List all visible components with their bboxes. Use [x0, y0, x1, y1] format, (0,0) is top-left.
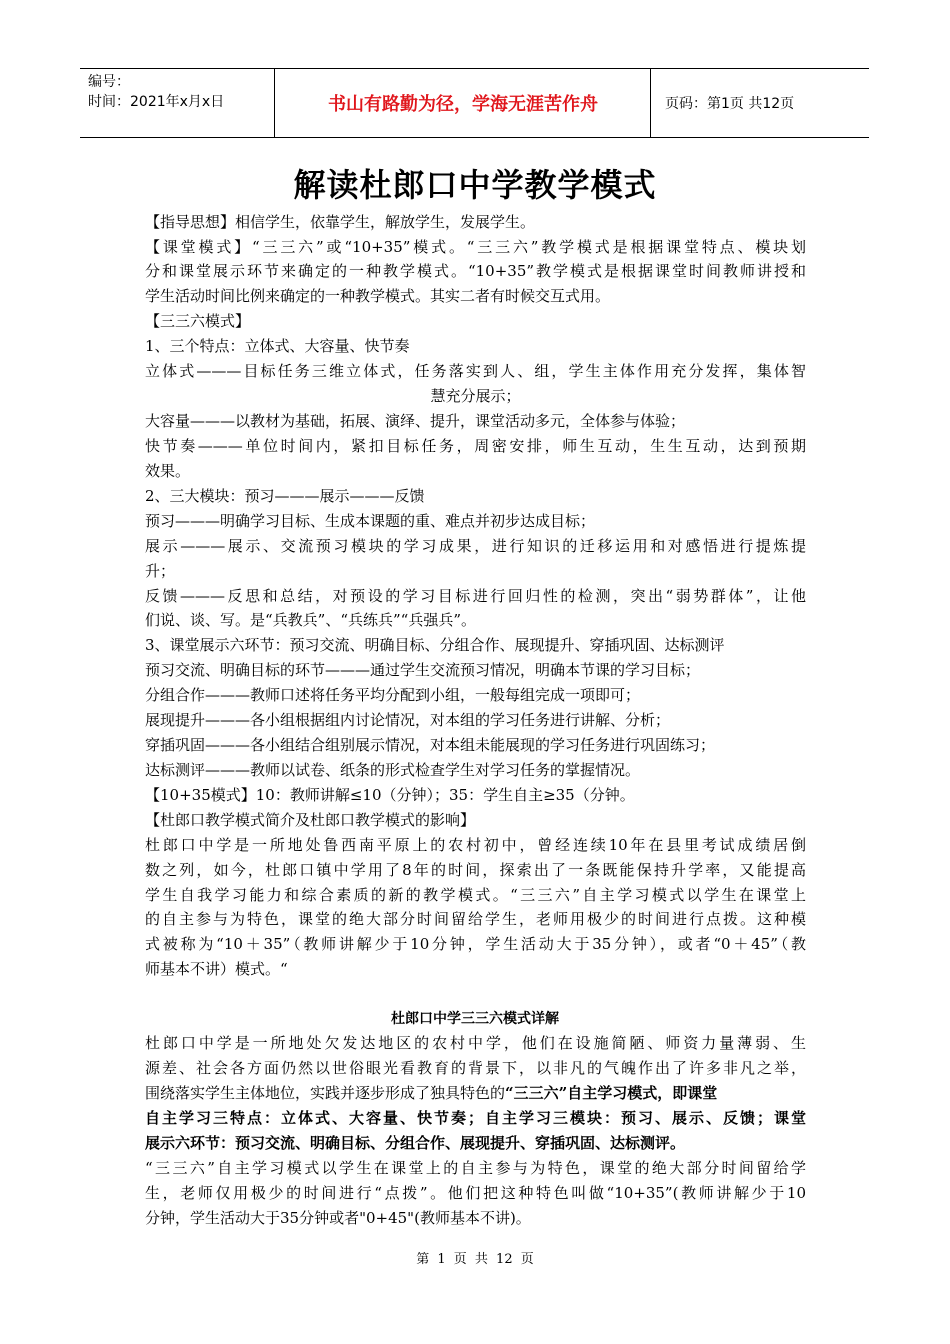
- text-line: 展示———展示、交流预习模块的学习成果，进行知识的迁移运用和对感悟进行提炼提: [145, 537, 806, 555]
- text-line: 式被称为“10＋35”（教师讲解少于10分钟，学生活动大于35分钟），或者“0＋45”（教: [145, 935, 806, 953]
- text-line: “三三六”自主学习模式以学生在课堂上的自主参与为特色，课堂的绝大部分时间留给学: [145, 1159, 806, 1177]
- text-line: 升；: [145, 562, 176, 580]
- text-line: 展现提升———各小组根据组内讨论情况，对本组的学习任务进行讲解、分析；: [145, 711, 671, 729]
- text-line: 预习———明确学习目标、生成本课题的重、难点并初步达成目标；: [145, 512, 596, 530]
- text-line: 的自主参与为特色，课堂的绝大部分时间留给学生，老师用极少的时间进行点拨。这种模: [145, 910, 806, 928]
- text-line: 大容量———以教材为基础，拓展、演绎、提升，课堂活动多元，全体参与体验；: [145, 412, 686, 430]
- bold-text: “三三六”自主学习模式，即课堂: [505, 1084, 718, 1102]
- text-span: 围绕落实学生主体地位，实践并逐步形成了独具特色的: [145, 1084, 506, 1102]
- time-label: 时间：2021年x月x日: [88, 94, 225, 110]
- text-line: 们说、谈、写。是“兵教兵”、“兵练兵”“兵强兵”。: [145, 611, 477, 629]
- text-line: 【10+35模式】10：教师讲解≤10（分钟）；35：学生自主≥35（分钟。: [145, 786, 635, 804]
- text-line: 1、三个特点：立体式、大容量、快节奏: [145, 337, 410, 355]
- bold-text-line: 展示六环节：预习交流、明确目标、分组合作、展现提升、穿插巩固、达标测评。: [145, 1134, 686, 1152]
- number-label: 编号：: [88, 74, 130, 90]
- bold-text-line: 自主学习三特点：立体式、大容量、快节奏；自主学习三模块：预习、展示、反馈；课堂: [145, 1109, 806, 1127]
- text-line: 杜郎口中学是一所地处欠发达地区的农村中学，他们在设施简陋、师资力量薄弱、生: [145, 1034, 806, 1052]
- text-line: 杜郎口中学是一所地处鲁西南平原上的农村初中，曾经连续10年在县里考试成绩居倒: [145, 836, 806, 854]
- text-line: 师基本不讲）模式。“: [145, 960, 288, 978]
- text-line: 学生活动时间比例来确定的一种教学模式。其实二者有时候交互式用。: [145, 287, 611, 305]
- text-line: 分和课堂展示环节来确定的一种教学模式。“10+35”教学模式是根据课堂时间教师讲授和: [145, 262, 806, 280]
- section-subtitle: 杜郎口中学三三六模式详解: [391, 1011, 559, 1027]
- page-header: [80, 68, 869, 138]
- text-line: 【三三六模式】: [145, 312, 251, 330]
- text-line: 快节奏———单位时间内，紧扣目标任务，周密安排，师生互动，生生互动，达到预期: [145, 437, 806, 455]
- page-footer: 第 1 页 共 12 页: [416, 1252, 534, 1267]
- header-page-info: 页码：第1页 共12页: [665, 96, 795, 112]
- text-line: 穿插巩固———各小组结合组别展示情况，对本组未能展现的学习任务进行巩固练习；: [145, 736, 716, 754]
- header-motto: 书山有路勤为径，学海无涯苦作舟: [276, 69, 651, 137]
- text-line: 【杜郎口教学模式简介及杜郎口教学模式的影响】: [145, 811, 476, 829]
- text-line: 慧充分展示；: [430, 387, 521, 405]
- document-title: 解读杜郎口中学教学模式: [293, 166, 657, 204]
- text-line: 学生自我学习能力和综合素质的新的教学模式。“三三六”自主学习模式以学生在课堂上: [145, 886, 806, 904]
- text-line: 2、三大模块：预习———展示———反馈: [145, 487, 425, 505]
- text-line: 【课堂模式】“三三六”或“10+35”模式。“三三六”教学模式是根据课堂特点、模块划: [145, 238, 806, 256]
- text-line: 预习交流、明确目标的环节———通过学生交流预习情况，明确本节课的学习目标；: [145, 661, 701, 679]
- text-line: 分组合作———教师口述将任务平均分配到小组，一般每组完成一项即可；: [145, 686, 641, 704]
- text-line: 立体式———目标任务三维立体式，任务落实到人、组，学生主体作用充分发挥，集体智: [145, 362, 806, 380]
- text-line: [145, 1083, 717, 1103]
- text-line: 达标测评———教师以试卷、纸条的形式检查学生对学习任务的掌握情况。: [145, 761, 641, 779]
- text-line: 【指导思想】相信学生，依靠学生，解放学生，发展学生。: [145, 213, 536, 231]
- header-meta: [80, 69, 275, 137]
- text-line: 源差、社会各方面仍然以世俗眼光看教育的背景下，以非凡的气魄作出了许多非凡之举，: [145, 1059, 806, 1077]
- text-line: 3、课堂展示六环节：预习交流、明确目标、分组合作、展现提升、穿插巩固、达标测评: [145, 636, 725, 654]
- text-line: 数之列，如今，杜郎口镇中学用了8年的时间，探索出了一条既能保持升学率，又能提高: [145, 861, 806, 879]
- text-line: 分钟，学生活动大于35分钟或者"0+45"(教师基本不讲)。: [145, 1209, 531, 1227]
- text-line: 效果。: [145, 462, 191, 480]
- text-line: 生，老师仅用极少的时间进行“点拨”。他们把这种特色叫做“10+35”(教师讲解少于10: [145, 1184, 806, 1202]
- text-line: 反馈———反思和总结，对预设的学习目标进行回归性的检测，突出“弱势群体”，让他: [145, 587, 806, 605]
